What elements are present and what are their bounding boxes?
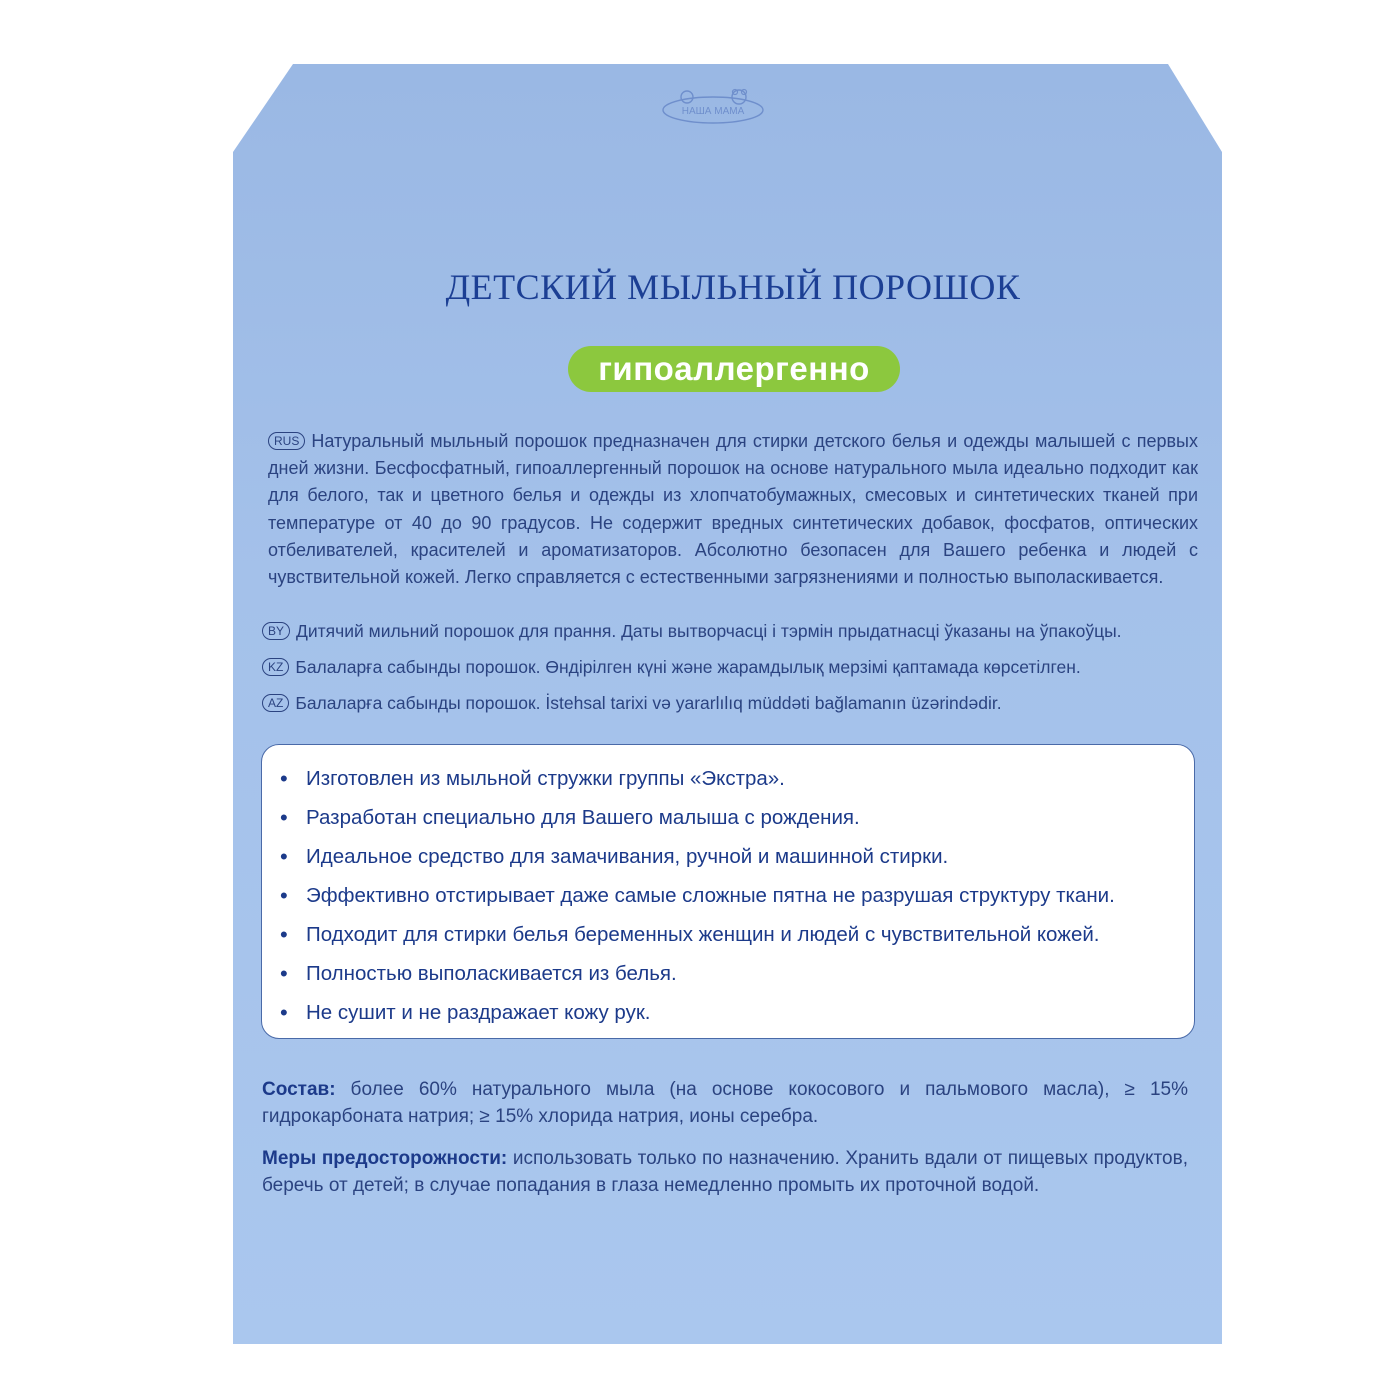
description-by: [262, 621, 1212, 642]
benefits-list: [262, 745, 1194, 1032]
composition: [262, 1076, 1188, 1130]
hypoallergenic-badge: гипоаллергенно: [568, 346, 900, 392]
composition-label: Состав:: [262, 1079, 336, 1100]
bear-logo-icon: [657, 88, 769, 128]
description-az: [262, 693, 1212, 714]
benefit-item: • Не сушит и не раздражает кожу рук.: [280, 993, 1194, 1032]
description-kz: [262, 657, 1212, 678]
benefit-item: • Подходит для стирки белья беременных женщин и людей с чувствительной кожей.: [280, 915, 1194, 954]
composition-text: более 60% натурального мыла (на основе кокосового и пальмового масла), ≥ 15% гидрокарбоната натрия; ≥ 15% хлорида натрия, ионы серебра.: [262, 1079, 1188, 1127]
description-az-text: Балаларға сабынды порошок. İstehsal tarixi və yararlılıq müddəti bağlamanın üzərindədir.: [295, 693, 1002, 713]
precautions-label: Меры предосторожности:: [262, 1148, 508, 1169]
product-title: ДЕТСКИЙ МЫЛЬНЫЙ ПОРОШОК: [445, 267, 1021, 307]
benefit-item: • Изготовлен из мыльной стружки группы «Экстра».: [280, 759, 1194, 798]
benefit-item: • Разработан специально для Вашего малыша с рождения.: [280, 798, 1194, 837]
brand-logo: [657, 88, 769, 128]
precautions: [262, 1145, 1188, 1199]
benefit-item: • Эффективно отстирывает даже самые сложные пятна не разрушая структуру ткани.: [280, 876, 1194, 915]
benefit-item: • Идеальное средство для замачивания, ручной и машинной стирки.: [280, 837, 1194, 876]
svg-text:НАША МАМА: НАША МАМА: [681, 106, 745, 117]
description-rus: [268, 428, 1198, 591]
benefit-item: • Полностью выполаскивается из белья.: [280, 954, 1194, 993]
benefits-box: [261, 744, 1195, 1039]
lang-badge-kz: KZ: [262, 658, 289, 676]
precautions-text: использовать только по назначению. Хранить вдали от пищевых продуктов, беречь от детей; в случае попадания в глаза немедленно промыть их проточной водой.: [262, 1148, 1188, 1196]
description-rus-text: Натуральный мыльный порошок предназначен для стирки детского белья и одежды малышей с первых дней жизни. Бесфосфатный, гипоаллергенный порошок на основе натурального мыла идеально подходит как для белого, так и цветного белья и одежды из хлопчатобумажных, смесовых и синтетических тканей при температуре от 40 до 90 градусов. Не содержит вредных синтетических добавок, фосфатов, оптических отбеливателей, красителей и ароматизаторов. Абсолютно безопасен для Вашего ребенка и людей с чувствительной кожей. Легко справляется с естественными загрязнениями и полностью выполаскивается.: [268, 431, 1198, 588]
lang-badge-rus: RUS: [268, 432, 305, 450]
lang-badge-by: BY: [262, 622, 290, 640]
lang-badge-az: AZ: [262, 694, 289, 712]
description-by-text: Дитячий мильний порошок для прання. Даты вытворчасці і тэрмін прыдатнасці ўказаны на ўпакоўцы.: [296, 621, 1122, 641]
description-kz-text: Балаларға сабынды порошок. Өндірілген күні және жарамдылық мерзімі қаптамада көрсетілген.: [295, 657, 1081, 677]
